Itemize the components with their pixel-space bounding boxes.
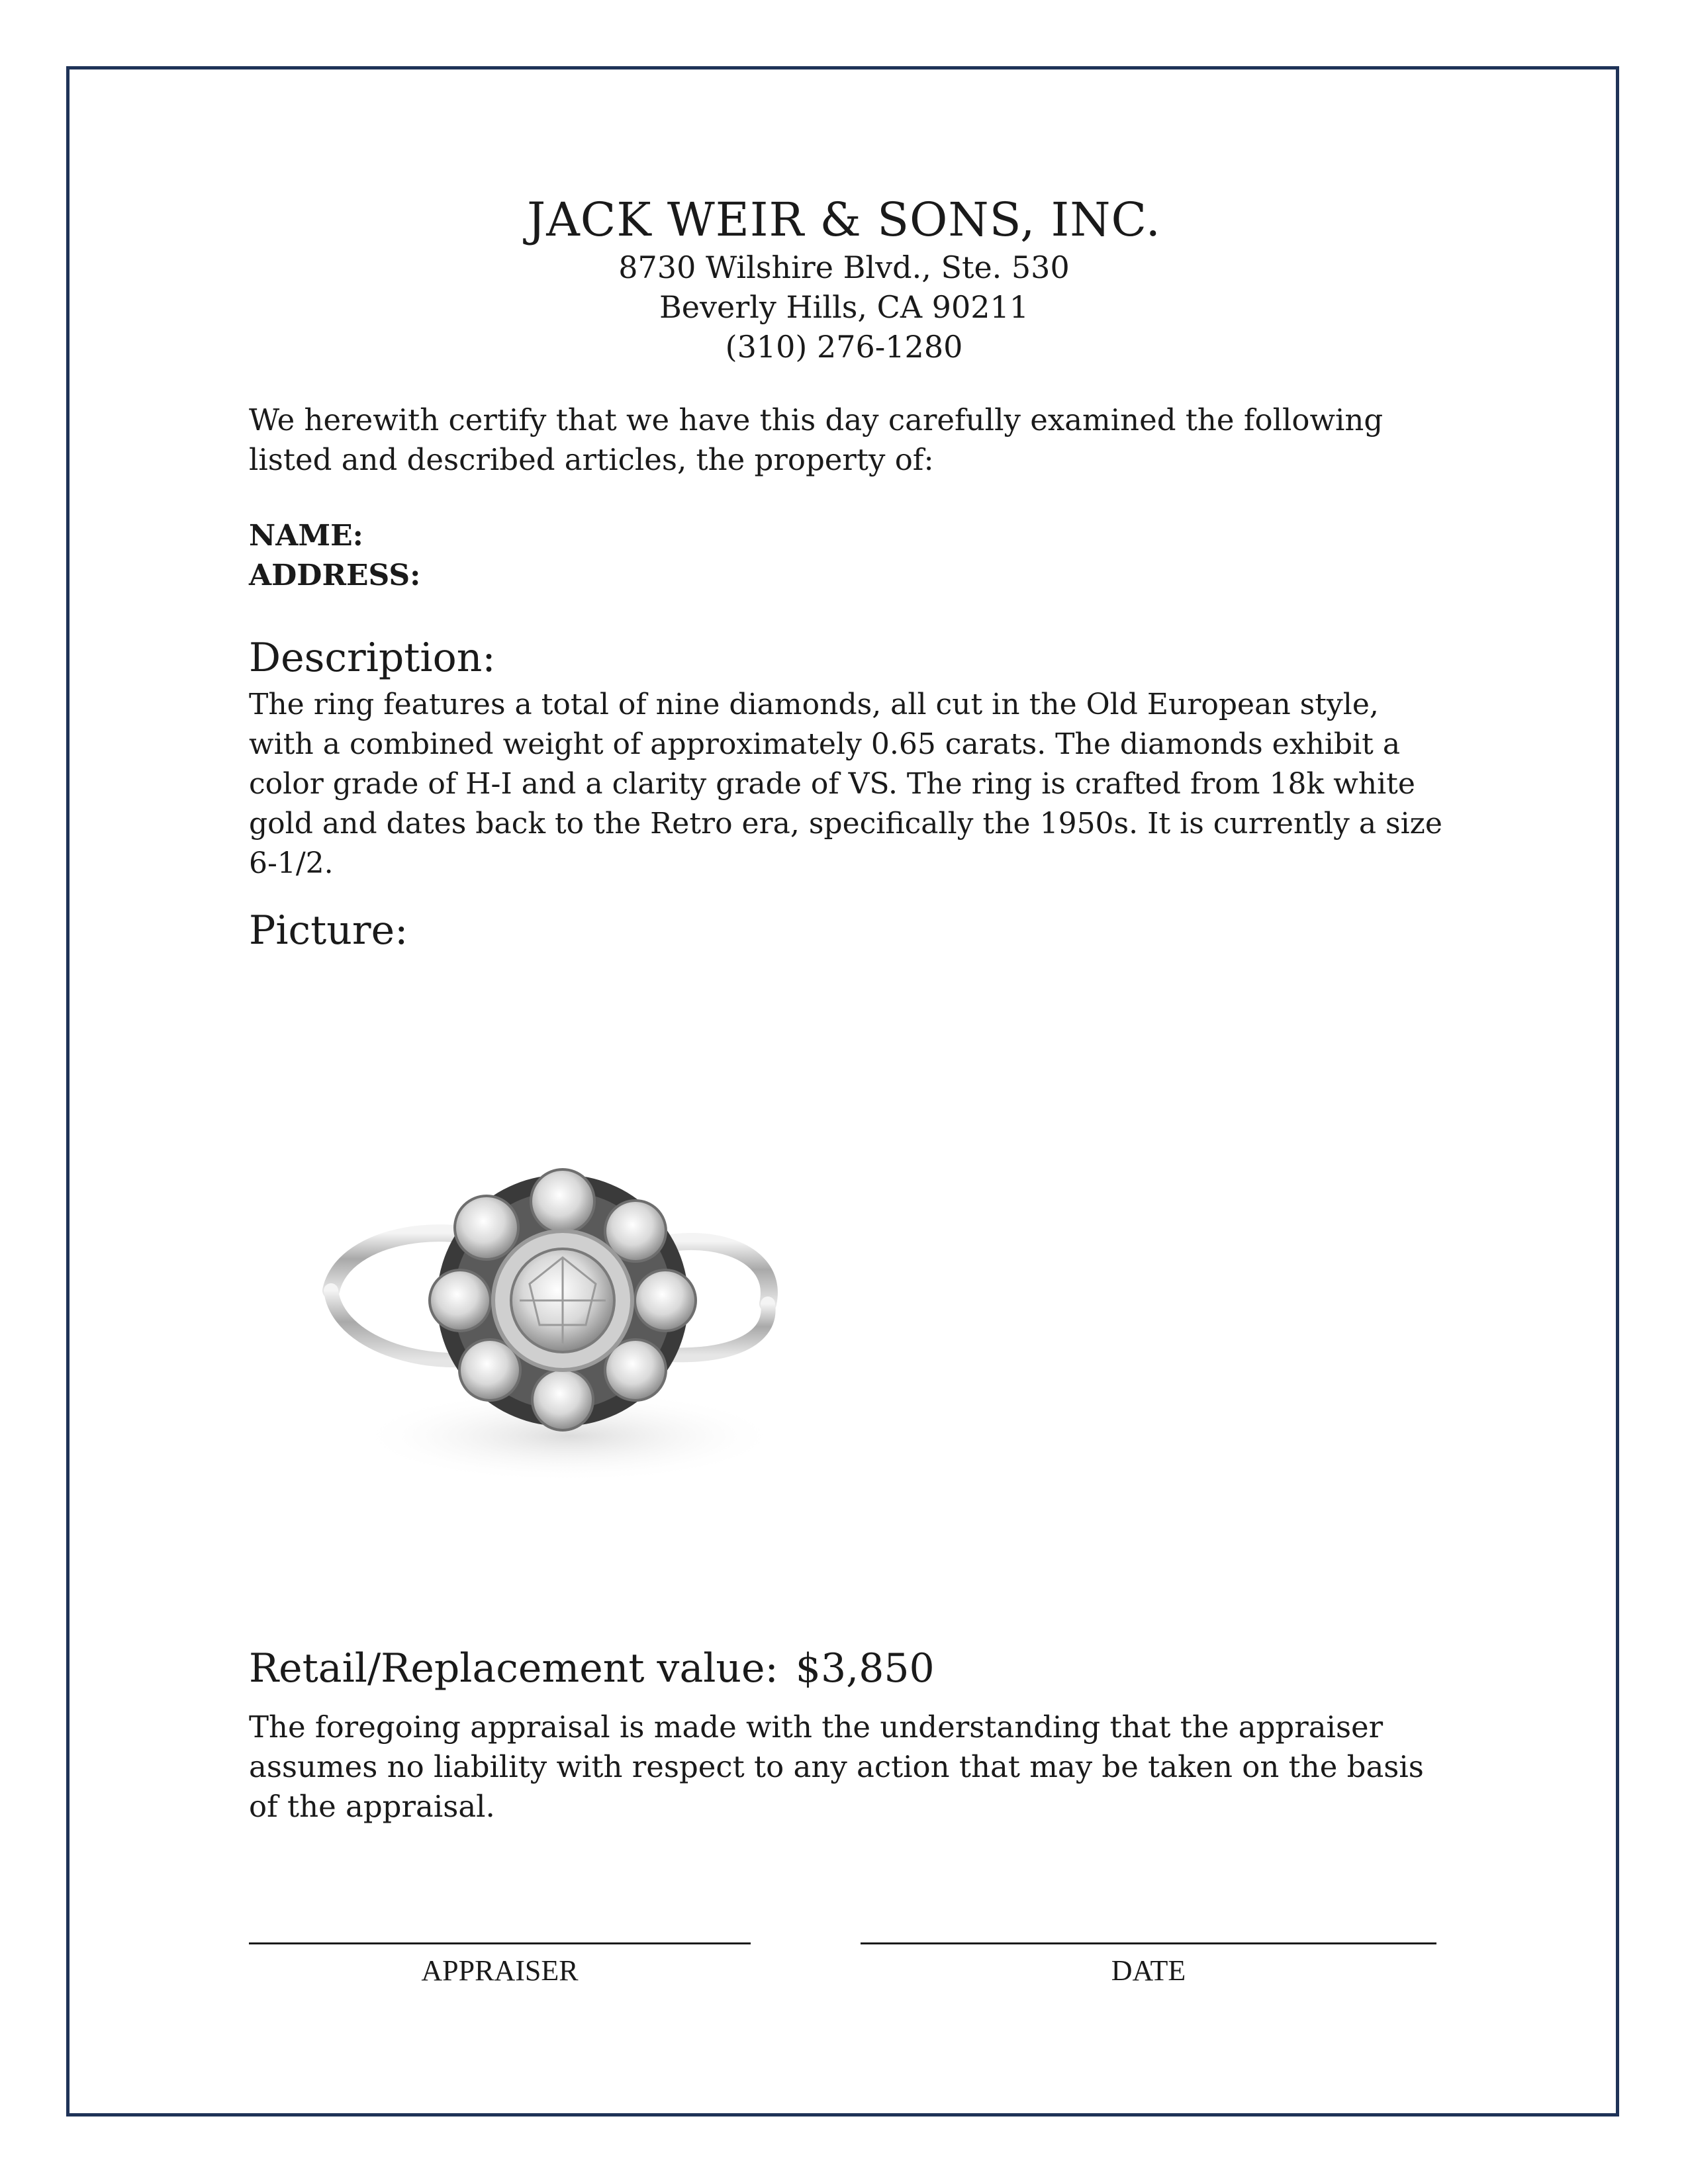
ring-photo	[318, 1152, 808, 1496]
company-name: JACK WEIR & SONS, INC.	[527, 193, 1161, 247]
value-label: Retail/Replacement value:	[249, 1645, 778, 1692]
date-signature-line	[861, 1942, 1436, 1944]
disclaimer-text: The foregoing appraisal is made with the understanding that the appraiser assumes no liability with respect to any action that may be taken on the basis of the appraisal.	[249, 1709, 1424, 1824]
company-address-line2: Beverly Hills, CA 90211	[659, 289, 1029, 325]
appraiser-label: APPRAISER	[421, 1954, 579, 1987]
company-phone: (310) 276-1280	[725, 329, 963, 365]
value-amount: $3,850	[795, 1645, 935, 1692]
letterhead	[0, 192, 1688, 367]
picture-heading: Picture:	[249, 907, 408, 954]
company-address-line1: 8730 Wilshire Blvd., Ste. 530	[618, 250, 1070, 285]
value-line	[249, 1645, 935, 1692]
description-text: The ring features a total of nine diamonds, all cut in the Old European style, with a combined weight of approximately 0.65 carats. The diamonds exhibit a color grade of H-I and a clarity grade of VS. The ring is crafted from 18k white gold and dates back to the Retro era, specifically the 1950s. It is currently a size 6-1/2.	[249, 688, 1442, 880]
description-heading: Description:	[249, 635, 496, 681]
appraiser-signature-line	[249, 1942, 751, 1944]
certification-statement: We herewith certify that we have this day carefully examined the following listed and described articles, the property of:	[249, 402, 1383, 477]
owner-address-label: ADDRESS:	[249, 559, 421, 592]
date-label: DATE	[1111, 1954, 1186, 1987]
owner-name-label: NAME:	[249, 519, 363, 553]
